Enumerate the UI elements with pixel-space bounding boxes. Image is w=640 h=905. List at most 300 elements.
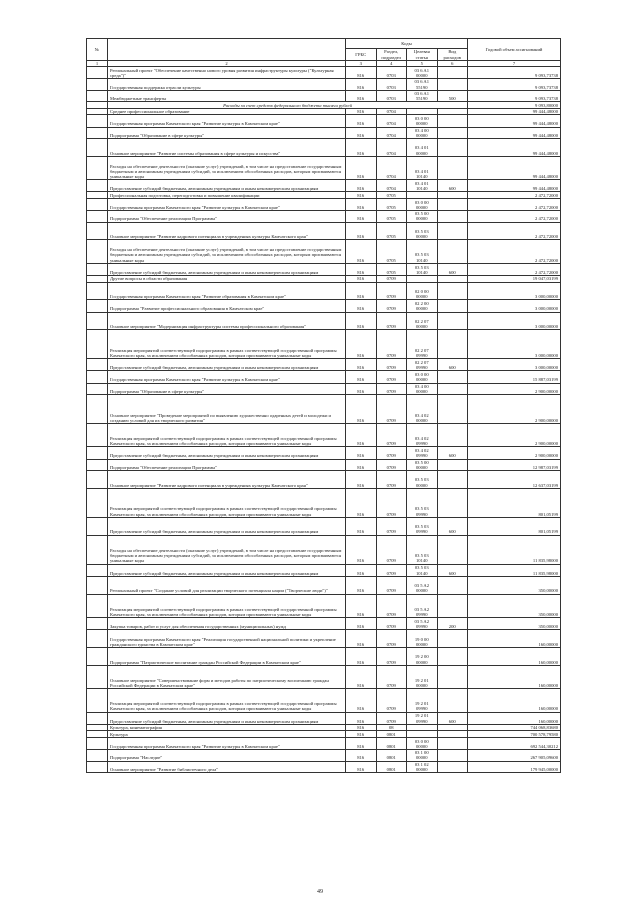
row-amount: 12 637,03199 (468, 471, 561, 489)
row-grbs: 816 (346, 459, 377, 470)
row-number-cell (87, 192, 108, 199)
row-name: Культура, кинематография (108, 724, 346, 731)
row-number-cell (87, 517, 108, 535)
row-name: Расходы на обеспечение деятельности (оказание услуг) учреждений, в том числе на предоставление государственным бюджетным и автономным учреждениям субсидий, за исключением обособленных расходов, которым присваиваются уникальные коды (108, 156, 346, 179)
row-vid (437, 731, 468, 738)
row-amount: 2 900,00000 (468, 447, 561, 459)
row-amount: 99 444,48000 (468, 127, 561, 138)
header-cs: Целевая статья (407, 49, 438, 61)
row-amount: 801,05199 (468, 488, 561, 517)
row-amount: 350,00000 (468, 594, 561, 617)
row-name: Подпрограмма "Наследие" (108, 750, 346, 761)
row-name: Реализация мероприятий соответствующей подпрограммы в рамках соответствующей государственной программы Камчатского края, за исключением обособленных расходов, которым присваиваются уникальные коды (108, 488, 346, 517)
row-cs: 03 5 00 00000 (407, 211, 438, 222)
row-number-cell (87, 383, 108, 394)
row-razd: 0709 (376, 488, 407, 517)
row-number-cell (87, 67, 108, 79)
row-cs: 03 5 03 10140 (407, 564, 438, 576)
row-razd: 0709 (376, 300, 407, 312)
row-number-cell (87, 156, 108, 179)
row-vid (437, 630, 468, 648)
header-num-5: 5 (407, 61, 438, 67)
row-razd: 0709 (376, 665, 407, 688)
row-vid (437, 211, 468, 222)
row-number-cell (87, 263, 108, 275)
row-amount: 99 444,48000 (468, 156, 561, 179)
table-row (87, 648, 561, 666)
row-grbs: 816 (346, 127, 377, 138)
row-razd: 0709 (376, 459, 407, 470)
row-number-cell (87, 79, 108, 90)
row-grbs: 816 (346, 180, 377, 192)
row-amount: 2 900,00000 (468, 395, 561, 424)
row-name: Другие вопросы в области образования (108, 275, 346, 282)
row-amount: 99 444,48000 (468, 138, 561, 156)
row-razd: 0709 (376, 330, 407, 359)
row-vid (437, 282, 468, 300)
row-cs: 03 0 00 00000 (407, 198, 438, 210)
row-amount: 160,00000 (468, 630, 561, 648)
row-name: Государственная программа Камчатского края "Развитие образования в Камчатском крае" (108, 282, 346, 300)
row-amount: 2 472,72000 (468, 198, 561, 210)
row-cs: 03 1 02 00000 (407, 761, 438, 772)
row-cs: 03 5 03 00000 (407, 222, 438, 240)
row-vid: 600 (437, 447, 468, 459)
row-vid (437, 222, 468, 240)
row-razd: 0704 (376, 180, 407, 192)
row-razd: 0709 (376, 471, 407, 489)
row-cs: 03 5 03 10140 (407, 263, 438, 275)
row-number-cell (87, 576, 108, 594)
row-cs: 03 4 01 00000 (407, 138, 438, 156)
table-row (87, 630, 561, 648)
row-number-cell (87, 330, 108, 359)
row-razd: 0705 (376, 263, 407, 275)
row-cs: 03 4 01 10140 (407, 156, 438, 179)
table-row (87, 180, 561, 192)
row-grbs: 816 (346, 618, 377, 630)
table-row (87, 761, 561, 772)
row-razd: 0709 (376, 689, 407, 712)
row-cs: 03 4 02 09990 (407, 447, 438, 459)
row-cs: 03 4 01 10140 (407, 180, 438, 192)
row-vid: 200 (437, 618, 468, 630)
row-grbs: 816 (346, 282, 377, 300)
row-razd: 0709 (376, 312, 407, 330)
row-amount: 2 900,00000 (468, 424, 561, 447)
table-row (87, 67, 561, 79)
row-razd: 0703 (376, 90, 407, 101)
row-name: Государственная программа Камчатского края "Развитие культуры в Камчатском крае" (108, 198, 346, 210)
row-amount: 9 093,73738 (468, 90, 561, 101)
row-vid (437, 594, 468, 617)
row-name: Государственная программа Камчатского края "Реализация государственной национальной политики и укрепление гражданского единства в Камчатском крае" (108, 630, 346, 648)
row-razd: 0709 (376, 576, 407, 594)
row-vid (437, 192, 468, 199)
row-grbs: 816 (346, 689, 377, 712)
row-amount: 9 093,80000 (468, 102, 561, 109)
row-vid (437, 156, 468, 179)
row-razd: 0705 (376, 198, 407, 210)
header-num-6: 6 (437, 61, 468, 67)
table-header (87, 39, 561, 67)
row-cs: 03 4 02 00000 (407, 395, 438, 424)
row-cs: 03 5 A2 00000 (407, 576, 438, 594)
row-name: Закупка товаров, работ и услуг для обеспечения государственных (муниципальных) нужд (108, 618, 346, 630)
row-name: Основное мероприятие "Развитие библиотечного дела" (108, 761, 346, 772)
table-row (87, 689, 561, 712)
row-vid (437, 535, 468, 564)
row-number-cell (87, 211, 108, 222)
row-vid: 600 (437, 263, 468, 275)
table-row (87, 79, 561, 90)
row-amount: 19 047,03199 (468, 275, 561, 282)
row-cs: 03 5 00 00000 (407, 459, 438, 470)
row-razd: 0709 (376, 618, 407, 630)
row-vid (437, 115, 468, 127)
row-razd: 0709 (376, 282, 407, 300)
row-grbs: 816 (346, 564, 377, 576)
table-row (87, 459, 561, 470)
row-number-cell (87, 471, 108, 489)
row-grbs: 816 (346, 240, 377, 263)
row-grbs: 816 (346, 79, 377, 90)
row-name: Основное мероприятие "Проведение мероприятий по выявлению художественно одаренных детей и молодежи и созданию условий для их творческого развития" (108, 395, 346, 424)
row-cs: 19 2 00 00000 (407, 648, 438, 666)
row-razd: 0709 (376, 564, 407, 576)
row-grbs: 816 (346, 630, 377, 648)
row-amount: 2 472,72000 (468, 263, 561, 275)
row-razd: 0704 (376, 138, 407, 156)
table-row (87, 371, 561, 383)
row-razd: 0705 (376, 240, 407, 263)
row-cs: 02 0 00 00000 (407, 282, 438, 300)
row-razd: 0704 (376, 108, 407, 115)
row-amount: 2 472,72000 (468, 222, 561, 240)
row-vid (437, 761, 468, 772)
row-name: Предоставление субсидий бюджетным, автономным учреждениям и иным некоммерческим организациям (108, 712, 346, 724)
row-vid (437, 648, 468, 666)
row-vid: 600 (437, 517, 468, 535)
row-cs: 03 0 00 00000 (407, 115, 438, 127)
row-vid: 600 (437, 180, 468, 192)
row-razd: 0709 (376, 594, 407, 617)
row-vid (437, 198, 468, 210)
row-cs (407, 724, 438, 731)
row-name: Государственная программа Камчатского края "Развитие культуры в Камчатском крае" (108, 115, 346, 127)
row-amount: 179 945,00000 (468, 761, 561, 772)
row-grbs: 816 (346, 488, 377, 517)
row-grbs: 816 (346, 471, 377, 489)
row-vid (437, 689, 468, 712)
row-vid (437, 576, 468, 594)
row-razd: 0709 (376, 424, 407, 447)
table-row (87, 108, 561, 115)
row-grbs: 816 (346, 383, 377, 394)
row-number-cell (87, 222, 108, 240)
table-row (87, 192, 561, 199)
row-name: Основное мероприятие "Развитие кадрового потенциала в учреждениях культуры Камчатского края" (108, 471, 346, 489)
row-vid (437, 395, 468, 424)
row-razd: 0709 (376, 395, 407, 424)
row-name: Культура (108, 731, 346, 738)
header-num-1: 1 (87, 61, 108, 67)
row-grbs: 816 (346, 665, 377, 688)
row-amount: 3 000,00000 (468, 312, 561, 330)
row-razd: 0704 (376, 127, 407, 138)
row-number-cell (87, 488, 108, 517)
row-cs: 02 2 07 00000 (407, 312, 438, 330)
table-row (87, 731, 561, 738)
row-cs: 02 2 00 00000 (407, 300, 438, 312)
row-number-cell (87, 127, 108, 138)
row-number-cell (87, 90, 108, 101)
row-cs: 03 5 A2 09990 (407, 618, 438, 630)
row-grbs: 816 (346, 67, 377, 79)
row-razd: 0801 (376, 750, 407, 761)
row-grbs: 816 (346, 263, 377, 275)
row-razd: 0801 (376, 737, 407, 749)
row-amount: 99 444,48000 (468, 115, 561, 127)
header-razd: Раздел, подраздел (376, 49, 407, 61)
row-amount: 350,00000 (468, 618, 561, 630)
row-amount: 2 472,72000 (468, 240, 561, 263)
row-razd: 0703 (376, 67, 407, 79)
table-row (87, 330, 561, 359)
row-name: Подпрограмма "Образование в сфере культуры" (108, 127, 346, 138)
table-row (87, 517, 561, 535)
row-name: Подпрограмма "Образование в сфере культуры" (108, 383, 346, 394)
row-vid (437, 275, 468, 282)
row-number-cell (87, 648, 108, 666)
row-number-cell (87, 724, 108, 731)
row-cs: 19 2 01 09990 (407, 712, 438, 724)
row-name: Реализация мероприятий соответствующей подпрограммы в рамках соответствующей государственной программы Камчатского края, за исключением обособленных расходов, которым присваиваются уникальные коды (108, 330, 346, 359)
row-number-cell (87, 282, 108, 300)
row-cs: 03 0 00 00000 (407, 737, 438, 749)
table-row (87, 383, 561, 394)
row-cs: 03 5 A2 09990 (407, 594, 438, 617)
row-name: Реализация мероприятий соответствующей подпрограммы в рамках соответствующей государственной программы Камчатского края, за исключением обособленных расходов, которым присваиваются уникальные коды (108, 689, 346, 712)
row-grbs: 816 (346, 211, 377, 222)
row-amount: 3 000,00000 (468, 300, 561, 312)
row-vid (437, 383, 468, 394)
row-grbs: 816 (346, 198, 377, 210)
table-row (87, 665, 561, 688)
table-row (87, 737, 561, 749)
row-name: Предоставление субсидий бюджетным, автономным учреждениям и иным некоммерческим организациям (108, 359, 346, 371)
row-cs: 19 2 01 00000 (407, 665, 438, 688)
row-amount: 11 835,98000 (468, 564, 561, 576)
row-razd: 0709 (376, 447, 407, 459)
row-grbs: 816 (346, 312, 377, 330)
table-row (87, 447, 561, 459)
row-grbs: 816 (346, 90, 377, 101)
row-number-cell (87, 138, 108, 156)
row-number-cell (87, 108, 108, 115)
row-grbs: 816 (346, 330, 377, 359)
header-num-3: 3 (346, 61, 377, 67)
row-amount: 160,00000 (468, 689, 561, 712)
table-row (87, 724, 561, 731)
row-vid (437, 737, 468, 749)
table-row (87, 263, 561, 275)
row-vid (437, 108, 468, 115)
row-number-cell (87, 198, 108, 210)
row-name: Региональный проект "Обеспечение качественно нового уровня развития инфраструктуры культуры ("Культурная среда")" (108, 67, 346, 79)
table-row (87, 594, 561, 617)
table-row (87, 564, 561, 576)
row-cs: 03 5 03 09990 (407, 517, 438, 535)
row-number-cell (87, 115, 108, 127)
table-row (87, 240, 561, 263)
row-amount: 11 835,98000 (468, 535, 561, 564)
row-vid (437, 459, 468, 470)
row-cs: 03 5 03 09990 (407, 488, 438, 517)
row-razd: 0709 (376, 359, 407, 371)
row-name: Основное мероприятие "Развитие системы образования в сфере культуры и искусства" (108, 138, 346, 156)
row-vid (437, 750, 468, 761)
row-amount: 9 093,73738 (468, 79, 561, 90)
row-razd: 0705 (376, 192, 407, 199)
table-row (87, 300, 561, 312)
table-row (87, 312, 561, 330)
row-note: Расходы за счет средств федерального бюджета тысячи рублей (108, 102, 468, 109)
table-row (87, 535, 561, 564)
row-razd: 08 (376, 724, 407, 731)
row-number-cell (87, 750, 108, 761)
table-row (87, 222, 561, 240)
row-razd: 0709 (376, 371, 407, 383)
row-vid (437, 127, 468, 138)
row-name: Подпрограмма "Патриотическое воспитание граждан Российской Федерации в Камчатском крае" (108, 648, 346, 666)
table-row (87, 211, 561, 222)
row-grbs: 816 (346, 395, 377, 424)
table-row (87, 275, 561, 282)
row-vid (437, 79, 468, 90)
row-cs: 02 2 07 09990 (407, 359, 438, 371)
row-grbs: 816 (346, 371, 377, 383)
row-razd: 0801 (376, 731, 407, 738)
row-cs: 03 5 03 10140 (407, 535, 438, 564)
row-razd: 0801 (376, 761, 407, 772)
row-amount: 350,00000 (468, 576, 561, 594)
row-cs (407, 108, 438, 115)
row-number-cell (87, 630, 108, 648)
header-vid: Вид расходов (437, 49, 468, 61)
row-number-cell (87, 564, 108, 576)
header-grbs: ГРБС (346, 49, 377, 61)
row-name: Предоставление субсидий бюджетным, автономным учреждениям и иным некоммерческим организациям (108, 263, 346, 275)
row-amount: 3 000,00000 (468, 282, 561, 300)
row-cs: 03 4 02 09990 (407, 424, 438, 447)
row-razd: 0703 (376, 79, 407, 90)
row-name: Предоставление субсидий бюджетным, автономным учреждениям и иным некоммерческим организациям (108, 180, 346, 192)
row-grbs: 816 (346, 731, 377, 738)
row-name: Предоставление субсидий бюджетным, автономным учреждениям и иным некоммерческим организациям (108, 517, 346, 535)
row-razd: 0709 (376, 648, 407, 666)
row-grbs: 816 (346, 192, 377, 199)
row-cs: 03 4 00 00000 (407, 383, 438, 394)
table-row (87, 198, 561, 210)
row-vid (437, 300, 468, 312)
row-amount: 801,05199 (468, 517, 561, 535)
header-number: № (87, 39, 108, 61)
row-cs: 03 6 A1 00000 (407, 67, 438, 79)
row-vid: 600 (437, 359, 468, 371)
table-row (87, 115, 561, 127)
row-vid (437, 424, 468, 447)
row-amount: 2 472,72000 (468, 192, 561, 199)
row-grbs: 816 (346, 222, 377, 240)
row-cs (407, 275, 438, 282)
row-name: Межбюджетные трансферты (108, 90, 346, 101)
row-amount: 3 000,00000 (468, 359, 561, 371)
row-number-cell (87, 618, 108, 630)
row-number-cell (87, 180, 108, 192)
row-name: Подпрограмма "Развитие профессионального образования в Камчатском крае" (108, 300, 346, 312)
row-vid (437, 138, 468, 156)
row-vid (437, 724, 468, 731)
row-razd: 0709 (376, 275, 407, 282)
table-row (87, 156, 561, 179)
header-num-4: 4 (376, 61, 407, 67)
row-vid (437, 312, 468, 330)
row-name: Основное мероприятие "Модернизация инфраструктуры системы профессионального образования" (108, 312, 346, 330)
row-cs: 19 2 01 09990 (407, 689, 438, 712)
row-number-cell (87, 240, 108, 263)
row-cs: 03 4 00 00000 (407, 127, 438, 138)
row-number-cell (87, 275, 108, 282)
table-row (87, 424, 561, 447)
table-body (87, 67, 561, 773)
row-cs: 03 6 A1 55190 (407, 90, 438, 101)
row-number-cell (87, 665, 108, 688)
table-row (87, 576, 561, 594)
row-number-cell (87, 737, 108, 749)
row-amount: 2 900,00000 (468, 383, 561, 394)
row-cs: 02 2 07 09990 (407, 330, 438, 359)
table-row (87, 618, 561, 630)
row-razd: 0704 (376, 156, 407, 179)
header-num-7: 7 (468, 61, 561, 67)
row-name: Среднее профессиональное образование (108, 108, 346, 115)
row-amount: 9 093,73738 (468, 67, 561, 79)
row-cs (407, 192, 438, 199)
row-name: Реализация мероприятий соответствующей подпрограммы в рамках соответствующей государственной программы Камчатского края, за исключением обособленных расходов, которым присваиваются уникальные коды (108, 424, 346, 447)
row-vid: 600 (437, 564, 468, 576)
row-name: Государственная поддержка отрасли культуры (108, 79, 346, 90)
row-razd: 0705 (376, 222, 407, 240)
row-razd: 0704 (376, 115, 407, 127)
row-name: Предоставление субсидий бюджетным, автономным учреждениям и иным некоммерческим организациям (108, 447, 346, 459)
row-number-cell (87, 312, 108, 330)
row-grbs: 816 (346, 535, 377, 564)
row-grbs: 816 (346, 737, 377, 749)
row-vid: 500 (437, 90, 468, 101)
row-name: Реализация мероприятий соответствующей подпрограммы в рамках соответствующей государственной программы Камчатского края, за исключением обособленных расходов, которым присваиваются уникальные коды (108, 594, 346, 617)
row-grbs: 816 (346, 300, 377, 312)
row-number-cell (87, 102, 108, 109)
table-row (87, 471, 561, 489)
row-number-cell (87, 731, 108, 738)
row-razd: 0709 (376, 517, 407, 535)
row-grbs: 816 (346, 359, 377, 371)
row-grbs: 816 (346, 648, 377, 666)
row-grbs: 816 (346, 424, 377, 447)
table-row (87, 488, 561, 517)
row-amount: 3 000,00000 (468, 330, 561, 359)
